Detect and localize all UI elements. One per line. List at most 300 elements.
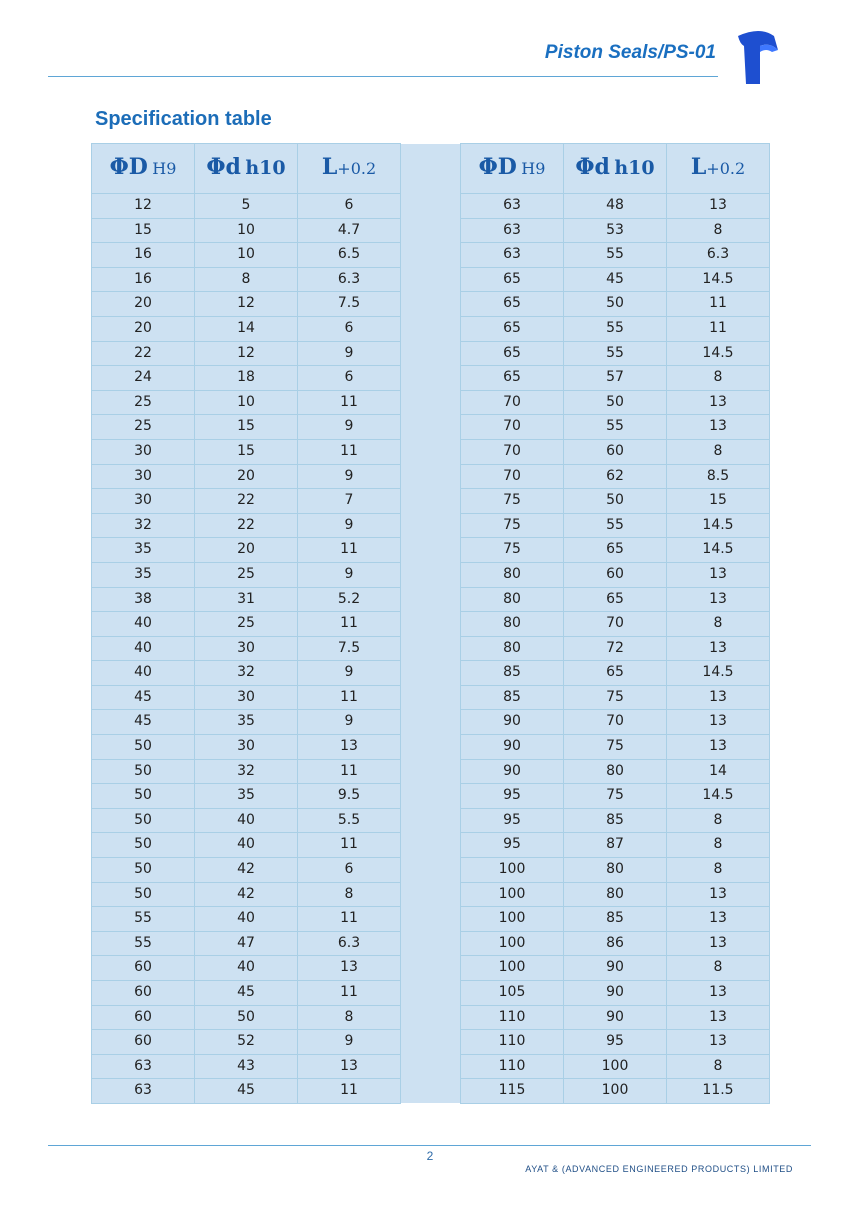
right-bore-diameter-cell: 100: [461, 907, 564, 932]
left-groove-length-cell: 11: [298, 907, 401, 932]
left-groove-length-cell: 11: [298, 1079, 401, 1104]
left-groove-length-cell: 11: [298, 390, 401, 415]
left-bore-diameter-cell: 63: [92, 1079, 195, 1104]
right-groove-diameter-cell: 70: [564, 710, 667, 735]
left-groove-length-cell: 9: [298, 562, 401, 587]
header-bore-diameter: ΦD H9: [92, 144, 195, 194]
table-gap: [401, 538, 461, 563]
left-bore-diameter-cell: 60: [92, 1005, 195, 1030]
table-gap: [401, 439, 461, 464]
right-groove-diameter-cell: 90: [564, 956, 667, 981]
left-groove-diameter-cell: 30: [195, 735, 298, 760]
left-bore-diameter-cell: 60: [92, 1030, 195, 1055]
table-gap: [401, 292, 461, 317]
right-groove-length-cell: 13: [667, 587, 770, 612]
right-groove-diameter-cell: 100: [564, 1054, 667, 1079]
right-groove-diameter-cell: 50: [564, 292, 667, 317]
left-groove-length-cell: 5.2: [298, 587, 401, 612]
left-bore-diameter-cell: 45: [92, 710, 195, 735]
table-row: [92, 194, 770, 219]
table-gap: [401, 1079, 461, 1104]
right-bore-diameter-cell: 70: [461, 439, 564, 464]
right-groove-diameter-cell: 48: [564, 194, 667, 219]
left-groove-length-cell: 6: [298, 858, 401, 883]
right-groove-diameter-cell: 62: [564, 464, 667, 489]
left-groove-length-cell: 11: [298, 538, 401, 563]
right-groove-length-cell: 13: [667, 562, 770, 587]
table-gap: [401, 464, 461, 489]
header-groove-diameter: Φd h10: [195, 144, 298, 194]
right-bore-diameter-cell: 65: [461, 292, 564, 317]
right-groove-length-cell: 13: [667, 882, 770, 907]
left-groove-diameter-cell: 35: [195, 784, 298, 809]
right-groove-length-cell: 11: [667, 316, 770, 341]
left-groove-length-cell: 7: [298, 489, 401, 514]
table-row: [92, 562, 770, 587]
right-bore-diameter-cell: 110: [461, 1030, 564, 1055]
header-groove-length: L+0.2: [298, 144, 401, 194]
left-bore-diameter-cell: 35: [92, 562, 195, 587]
table-gap: [401, 513, 461, 538]
left-bore-diameter-cell: 55: [92, 931, 195, 956]
right-bore-diameter-cell: 110: [461, 1054, 564, 1079]
document-header-title: Piston Seals/PS-01: [544, 42, 716, 63]
right-bore-diameter-cell: 85: [461, 661, 564, 686]
left-groove-diameter-cell: 20: [195, 538, 298, 563]
right-groove-length-cell: 14: [667, 759, 770, 784]
header-bore-diameter: ΦD H9: [461, 144, 564, 194]
table-row: [92, 513, 770, 538]
table-gap: [401, 956, 461, 981]
right-bore-diameter-cell: 90: [461, 735, 564, 760]
right-groove-length-cell: 13: [667, 1030, 770, 1055]
table-row: [92, 1030, 770, 1055]
right-groove-length-cell: 8.5: [667, 464, 770, 489]
left-groove-length-cell: 9: [298, 415, 401, 440]
right-groove-length-cell: 8: [667, 956, 770, 981]
table-gap: [401, 858, 461, 883]
right-groove-length-cell: 11: [667, 292, 770, 317]
header-divider: [48, 76, 718, 77]
table-row: [92, 366, 770, 391]
right-bore-diameter-cell: 100: [461, 858, 564, 883]
left-groove-diameter-cell: 40: [195, 808, 298, 833]
right-bore-diameter-cell: 80: [461, 562, 564, 587]
right-groove-diameter-cell: 55: [564, 341, 667, 366]
left-groove-length-cell: 13: [298, 956, 401, 981]
left-groove-length-cell: 11: [298, 685, 401, 710]
table-row: [92, 439, 770, 464]
left-groove-diameter-cell: 10: [195, 218, 298, 243]
right-groove-length-cell: 13: [667, 907, 770, 932]
left-groove-diameter-cell: 31: [195, 587, 298, 612]
right-groove-diameter-cell: 75: [564, 784, 667, 809]
left-groove-length-cell: 8: [298, 1005, 401, 1030]
right-groove-diameter-cell: 95: [564, 1030, 667, 1055]
left-groove-diameter-cell: 40: [195, 907, 298, 932]
right-groove-diameter-cell: 57: [564, 366, 667, 391]
table-row: [92, 1054, 770, 1079]
right-groove-length-cell: 15: [667, 489, 770, 514]
left-groove-diameter-cell: 20: [195, 464, 298, 489]
left-groove-length-cell: 6.3: [298, 931, 401, 956]
table-gap: [401, 587, 461, 612]
left-groove-length-cell: 6.3: [298, 267, 401, 292]
left-groove-length-cell: 6: [298, 366, 401, 391]
right-groove-length-cell: 8: [667, 1054, 770, 1079]
left-groove-diameter-cell: 45: [195, 1079, 298, 1104]
table-gap: [401, 612, 461, 637]
left-bore-diameter-cell: 16: [92, 243, 195, 268]
table-gap: [401, 759, 461, 784]
left-bore-diameter-cell: 45: [92, 685, 195, 710]
left-groove-length-cell: 11: [298, 833, 401, 858]
left-bore-diameter-cell: 50: [92, 784, 195, 809]
left-groove-diameter-cell: 12: [195, 341, 298, 366]
table-row: [92, 833, 770, 858]
table-gap: [401, 1030, 461, 1055]
table-row: [92, 243, 770, 268]
table-gap: [401, 341, 461, 366]
right-groove-diameter-cell: 65: [564, 538, 667, 563]
left-bore-diameter-cell: 15: [92, 218, 195, 243]
right-bore-diameter-cell: 100: [461, 931, 564, 956]
table-row: [92, 808, 770, 833]
left-bore-diameter-cell: 60: [92, 981, 195, 1006]
right-groove-diameter-cell: 80: [564, 858, 667, 883]
table-gap: [401, 415, 461, 440]
right-groove-diameter-cell: 90: [564, 1005, 667, 1030]
table-gap: [401, 194, 461, 219]
right-groove-length-cell: 11.5: [667, 1079, 770, 1104]
left-groove-length-cell: 9: [298, 661, 401, 686]
left-bore-diameter-cell: 20: [92, 316, 195, 341]
left-groove-length-cell: 6.5: [298, 243, 401, 268]
left-groove-diameter-cell: 32: [195, 661, 298, 686]
right-bore-diameter-cell: 85: [461, 685, 564, 710]
table-header-row: [92, 144, 770, 194]
left-bore-diameter-cell: 30: [92, 439, 195, 464]
table-row: [92, 735, 770, 760]
left-bore-diameter-cell: 32: [92, 513, 195, 538]
table-row: [92, 612, 770, 637]
right-groove-length-cell: 14.5: [667, 513, 770, 538]
table-gap: [401, 882, 461, 907]
left-bore-diameter-cell: 50: [92, 858, 195, 883]
left-groove-length-cell: 7.5: [298, 292, 401, 317]
left-groove-length-cell: 7.5: [298, 636, 401, 661]
left-bore-diameter-cell: 30: [92, 489, 195, 514]
right-groove-length-cell: 14.5: [667, 341, 770, 366]
table-row: [92, 907, 770, 932]
right-bore-diameter-cell: 115: [461, 1079, 564, 1104]
table-row: [92, 292, 770, 317]
left-groove-diameter-cell: 15: [195, 415, 298, 440]
table-gap: [401, 267, 461, 292]
table-row: [92, 685, 770, 710]
footer-divider: [48, 1145, 811, 1146]
table-row: [92, 316, 770, 341]
right-groove-diameter-cell: 50: [564, 390, 667, 415]
left-bore-diameter-cell: 16: [92, 267, 195, 292]
right-groove-length-cell: 8: [667, 612, 770, 637]
right-bore-diameter-cell: 90: [461, 759, 564, 784]
right-groove-diameter-cell: 86: [564, 931, 667, 956]
right-bore-diameter-cell: 95: [461, 784, 564, 809]
left-groove-diameter-cell: 14: [195, 316, 298, 341]
table-gap: [401, 661, 461, 686]
left-groove-length-cell: 9: [298, 513, 401, 538]
table-gap: [401, 218, 461, 243]
left-groove-diameter-cell: 10: [195, 243, 298, 268]
left-groove-length-cell: 6: [298, 194, 401, 219]
left-groove-length-cell: 5.5: [298, 808, 401, 833]
right-bore-diameter-cell: 65: [461, 341, 564, 366]
left-groove-length-cell: 9: [298, 341, 401, 366]
section-title: Specification table: [95, 108, 272, 130]
left-bore-diameter-cell: 60: [92, 956, 195, 981]
left-groove-diameter-cell: 10: [195, 390, 298, 415]
left-groove-length-cell: 9: [298, 1030, 401, 1055]
left-groove-diameter-cell: 35: [195, 710, 298, 735]
left-bore-diameter-cell: 25: [92, 415, 195, 440]
table-row: [92, 587, 770, 612]
table-gap: [401, 636, 461, 661]
right-bore-diameter-cell: 65: [461, 366, 564, 391]
table-row: [92, 341, 770, 366]
header-groove-diameter: Φd h10: [564, 144, 667, 194]
right-groove-length-cell: 8: [667, 366, 770, 391]
right-groove-diameter-cell: 55: [564, 415, 667, 440]
left-bore-diameter-cell: 50: [92, 735, 195, 760]
left-bore-diameter-cell: 50: [92, 833, 195, 858]
table-gap: [401, 784, 461, 809]
table-row: [92, 661, 770, 686]
left-bore-diameter-cell: 40: [92, 661, 195, 686]
right-groove-length-cell: 13: [667, 390, 770, 415]
right-groove-length-cell: 8: [667, 808, 770, 833]
left-groove-diameter-cell: 40: [195, 833, 298, 858]
table-row: [92, 218, 770, 243]
left-groove-diameter-cell: 30: [195, 685, 298, 710]
page-number: 2: [426, 1149, 434, 1163]
table-gap: [401, 316, 461, 341]
left-groove-diameter-cell: 8: [195, 267, 298, 292]
right-groove-diameter-cell: 100: [564, 1079, 667, 1104]
table-gap: [401, 931, 461, 956]
left-groove-diameter-cell: 32: [195, 759, 298, 784]
left-groove-length-cell: 9: [298, 710, 401, 735]
table-row: [92, 931, 770, 956]
table-gap: [401, 710, 461, 735]
right-groove-diameter-cell: 80: [564, 759, 667, 784]
specification-table: [91, 143, 770, 1104]
table-row: [92, 710, 770, 735]
left-groove-diameter-cell: 22: [195, 489, 298, 514]
table-body: [92, 194, 770, 1104]
right-bore-diameter-cell: 90: [461, 710, 564, 735]
left-groove-diameter-cell: 40: [195, 956, 298, 981]
table-gap: [401, 489, 461, 514]
right-groove-length-cell: 14.5: [667, 661, 770, 686]
right-groove-diameter-cell: 75: [564, 735, 667, 760]
table-row: [92, 784, 770, 809]
table-row: [92, 981, 770, 1006]
left-groove-length-cell: 6: [298, 316, 401, 341]
left-groove-length-cell: 13: [298, 1054, 401, 1079]
right-groove-diameter-cell: 90: [564, 981, 667, 1006]
left-bore-diameter-cell: 50: [92, 759, 195, 784]
right-groove-diameter-cell: 72: [564, 636, 667, 661]
left-groove-length-cell: 11: [298, 981, 401, 1006]
right-groove-diameter-cell: 80: [564, 882, 667, 907]
left-groove-diameter-cell: 5: [195, 194, 298, 219]
left-groove-diameter-cell: 43: [195, 1054, 298, 1079]
header-groove-length: L+0.2: [667, 144, 770, 194]
left-groove-length-cell: 9.5: [298, 784, 401, 809]
right-bore-diameter-cell: 70: [461, 464, 564, 489]
right-groove-diameter-cell: 87: [564, 833, 667, 858]
table-row: [92, 464, 770, 489]
left-groove-diameter-cell: 42: [195, 858, 298, 883]
table-row: [92, 267, 770, 292]
right-bore-diameter-cell: 105: [461, 981, 564, 1006]
left-groove-length-cell: 9: [298, 464, 401, 489]
right-groove-length-cell: 14.5: [667, 784, 770, 809]
right-bore-diameter-cell: 75: [461, 489, 564, 514]
table-gap: [401, 1054, 461, 1079]
table-row: [92, 1079, 770, 1104]
table-row: [92, 390, 770, 415]
right-groove-length-cell: 13: [667, 415, 770, 440]
table-gap: [401, 562, 461, 587]
right-bore-diameter-cell: 80: [461, 587, 564, 612]
right-groove-length-cell: 13: [667, 735, 770, 760]
left-groove-diameter-cell: 22: [195, 513, 298, 538]
right-bore-diameter-cell: 63: [461, 243, 564, 268]
right-bore-diameter-cell: 100: [461, 956, 564, 981]
right-bore-diameter-cell: 65: [461, 267, 564, 292]
table-gap: [401, 144, 461, 194]
right-bore-diameter-cell: 65: [461, 316, 564, 341]
left-groove-length-cell: 4.7: [298, 218, 401, 243]
right-groove-length-cell: 14.5: [667, 538, 770, 563]
table-gap: [401, 1005, 461, 1030]
table-gap: [401, 735, 461, 760]
right-bore-diameter-cell: 80: [461, 612, 564, 637]
right-groove-diameter-cell: 60: [564, 439, 667, 464]
left-groove-diameter-cell: 25: [195, 562, 298, 587]
right-groove-diameter-cell: 55: [564, 316, 667, 341]
table-row: [92, 858, 770, 883]
left-bore-diameter-cell: 55: [92, 907, 195, 932]
table-gap: [401, 981, 461, 1006]
left-bore-diameter-cell: 50: [92, 882, 195, 907]
right-bore-diameter-cell: 70: [461, 415, 564, 440]
right-groove-length-cell: 13: [667, 981, 770, 1006]
left-groove-diameter-cell: 30: [195, 636, 298, 661]
right-groove-diameter-cell: 55: [564, 513, 667, 538]
right-groove-diameter-cell: 85: [564, 907, 667, 932]
left-groove-diameter-cell: 18: [195, 366, 298, 391]
table-row: [92, 1005, 770, 1030]
company-name: AYAT & (ADVANCED ENGINEERED PRODUCTS) LIMITED: [525, 1164, 793, 1174]
left-bore-diameter-cell: 24: [92, 366, 195, 391]
right-bore-diameter-cell: 75: [461, 538, 564, 563]
table-row: [92, 489, 770, 514]
right-bore-diameter-cell: 95: [461, 833, 564, 858]
right-groove-diameter-cell: 55: [564, 243, 667, 268]
right-groove-length-cell: 8: [667, 218, 770, 243]
right-groove-length-cell: 8: [667, 833, 770, 858]
left-bore-diameter-cell: 63: [92, 1054, 195, 1079]
right-groove-length-cell: 6.3: [667, 243, 770, 268]
table-gap: [401, 685, 461, 710]
right-groove-diameter-cell: 70: [564, 612, 667, 637]
table-row: [92, 956, 770, 981]
left-bore-diameter-cell: 38: [92, 587, 195, 612]
table-gap: [401, 907, 461, 932]
right-bore-diameter-cell: 63: [461, 218, 564, 243]
left-bore-diameter-cell: 25: [92, 390, 195, 415]
left-groove-diameter-cell: 45: [195, 981, 298, 1006]
left-bore-diameter-cell: 30: [92, 464, 195, 489]
left-bore-diameter-cell: 22: [92, 341, 195, 366]
left-groove-length-cell: 13: [298, 735, 401, 760]
left-groove-diameter-cell: 47: [195, 931, 298, 956]
right-groove-diameter-cell: 50: [564, 489, 667, 514]
left-groove-diameter-cell: 12: [195, 292, 298, 317]
right-groove-diameter-cell: 65: [564, 661, 667, 686]
right-groove-diameter-cell: 60: [564, 562, 667, 587]
right-groove-length-cell: 13: [667, 710, 770, 735]
left-groove-diameter-cell: 50: [195, 1005, 298, 1030]
left-bore-diameter-cell: 50: [92, 808, 195, 833]
left-groove-diameter-cell: 42: [195, 882, 298, 907]
right-bore-diameter-cell: 70: [461, 390, 564, 415]
right-bore-diameter-cell: 80: [461, 636, 564, 661]
table-row: [92, 759, 770, 784]
right-bore-diameter-cell: 110: [461, 1005, 564, 1030]
table-row: [92, 882, 770, 907]
table-gap: [401, 808, 461, 833]
left-groove-diameter-cell: 52: [195, 1030, 298, 1055]
right-groove-diameter-cell: 45: [564, 267, 667, 292]
right-bore-diameter-cell: 95: [461, 808, 564, 833]
left-groove-length-cell: 8: [298, 882, 401, 907]
right-bore-diameter-cell: 75: [461, 513, 564, 538]
right-groove-length-cell: 8: [667, 439, 770, 464]
right-groove-length-cell: 14.5: [667, 267, 770, 292]
right-groove-length-cell: 13: [667, 685, 770, 710]
piston-seal-logo-icon: [730, 28, 780, 86]
left-bore-diameter-cell: 35: [92, 538, 195, 563]
left-bore-diameter-cell: 40: [92, 636, 195, 661]
left-bore-diameter-cell: 40: [92, 612, 195, 637]
table-row: [92, 415, 770, 440]
right-groove-length-cell: 8: [667, 858, 770, 883]
right-groove-diameter-cell: 75: [564, 685, 667, 710]
left-groove-length-cell: 11: [298, 439, 401, 464]
right-groove-length-cell: 13: [667, 931, 770, 956]
right-bore-diameter-cell: 100: [461, 882, 564, 907]
table-row: [92, 636, 770, 661]
right-groove-diameter-cell: 85: [564, 808, 667, 833]
table-gap: [401, 390, 461, 415]
right-groove-length-cell: 13: [667, 194, 770, 219]
left-groove-length-cell: 11: [298, 612, 401, 637]
left-groove-diameter-cell: 25: [195, 612, 298, 637]
